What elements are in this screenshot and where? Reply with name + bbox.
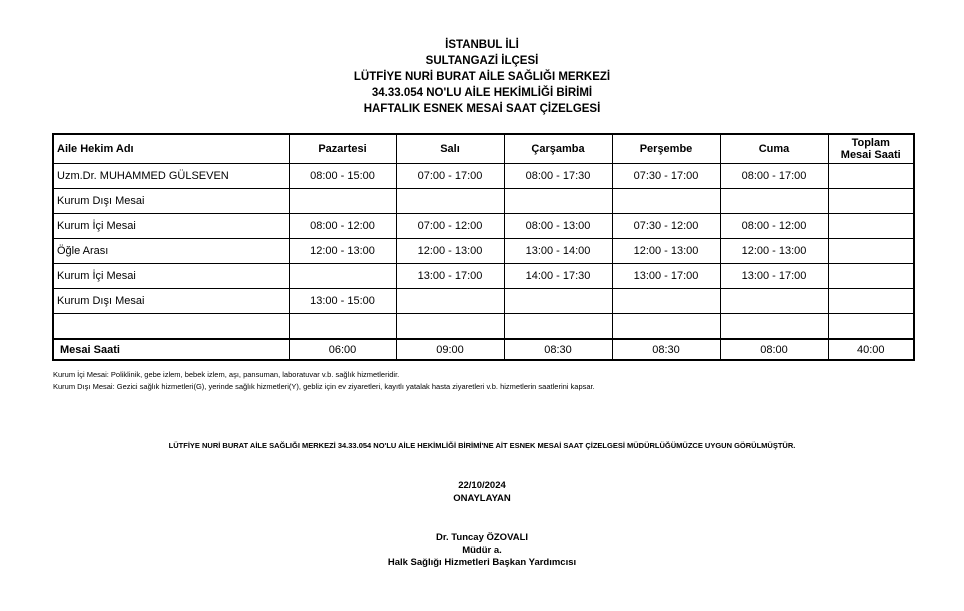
schedule-cell [828,289,914,314]
schedule-cell [396,189,504,214]
table-row [53,264,914,289]
schedule-cell [720,289,828,314]
schedule-cell: 12:00 - 13:00 [720,239,828,264]
total-row [53,339,914,360]
table-row [53,239,914,264]
schedule-cell [828,214,914,239]
schedule-cell [612,289,720,314]
header-health-center: LÜTFİYE NURİ BURAT AİLE SAĞLIĞI MERKEZİ [353,71,611,83]
schedule-cell: 08:00 - 17:30 [504,164,612,189]
note-internal-hours: Kurum İçi Mesai: Poliklinik, gebe izlem, bebek izlem, aşı, pansuman, laboratuvar v.b. sağlık hizmetleridir. [53,370,400,379]
approver-label: ONAYLAYAN [453,492,511,504]
row-label: Kurum Dışı Mesai [53,289,289,314]
total-cell: 08:30 [612,339,720,360]
schedule-cell: 07:30 - 12:00 [612,214,720,239]
header-friday: Cuma [720,134,828,164]
header-total [828,134,914,164]
row-label: Kurum Dışı Mesai [53,189,289,214]
approval-block [0,480,964,505]
table-row [53,214,914,239]
row-label: Öğle Arası [53,239,289,264]
schedule-cell: 07:30 - 17:00 [612,164,720,189]
row-label [53,314,289,340]
schedule-cell [504,314,612,340]
document-header [0,37,964,117]
schedule-cell [289,264,396,289]
schedule-cell: 13:00 - 17:00 [720,264,828,289]
header-tuesday: Salı [396,134,504,164]
table-row [53,289,914,314]
schedule-cell [504,289,612,314]
signatory-name: Dr. Tuncay ÖZOVALI [435,532,529,543]
row-label: Kurum İçi Mesai [53,264,289,289]
header-physician-name: Aile Hekim Adı [53,134,289,164]
schedule-cell: 12:00 - 13:00 [289,239,396,264]
schedule-cell [828,189,914,214]
schedule-cell: 07:00 - 12:00 [396,214,504,239]
total-cell: 08:00 [720,339,828,360]
table-row [53,314,914,340]
schedule-cell: 08:00 - 15:00 [289,164,396,189]
table-header-row [53,134,914,164]
schedule-cell [720,314,828,340]
total-label: Mesai Saati [53,339,289,360]
schedule-cell [504,189,612,214]
schedule-cell: 08:00 - 17:00 [720,164,828,189]
schedule-cell [720,189,828,214]
schedule-cell [612,189,720,214]
schedule-cell: 07:00 - 17:00 [396,164,504,189]
total-cell: 08:30 [504,339,612,360]
schedule-cell [612,314,720,340]
schedule-cell: 13:00 - 15:00 [289,289,396,314]
schedule-cell: 13:00 - 17:00 [396,264,504,289]
header-total-line2: Mesai Saati [840,149,901,161]
schedule-table [52,133,915,361]
row-label: Uzm.Dr. MUHAMMED GÜLSEVEN [53,164,289,189]
schedule-cell: 08:00 - 12:00 [720,214,828,239]
schedule-cell [828,164,914,189]
schedule-cell [828,264,914,289]
row-label: Kurum İçi Mesai [53,214,289,239]
schedule-cell: 13:00 - 14:00 [504,239,612,264]
header-district: SULTANGAZİ İLÇESİ [425,55,539,67]
schedule-cell [289,189,396,214]
header-title: HAFTALIK ESNEK MESAİ SAAT ÇİZELGESİ [363,103,601,115]
notes-section [53,369,595,392]
schedule-cell: 14:00 - 17:30 [504,264,612,289]
header-wednesday: Çarşamba [504,134,612,164]
signatory-title: Halk Sağlığı Hizmetleri Başkan Yardımcısı [387,557,577,568]
total-cell: 06:00 [289,339,396,360]
table-row [53,189,914,214]
header-thursday: Perşembe [612,134,720,164]
schedule-cell: 08:00 - 12:00 [289,214,396,239]
schedule-cell: 12:00 - 13:00 [612,239,720,264]
note-external-hours: Kurum Dışı Mesai: Gezici sağlık hizmetleri(G), yerinde sağlık hizmetleri(Y), gebliz için ev ziyaretleri, kayıtlı yatalak hasta ziyaretleri v.b. hizmetlerin saatlerini kapsar. [53,381,595,391]
schedule-cell [828,239,914,264]
schedule-cell [828,314,914,340]
schedule-cell: 12:00 - 13:00 [396,239,504,264]
table-row [53,164,914,189]
approval-date: 22/10/2024 [458,480,506,491]
signature-block [0,532,964,570]
header-province: İSTANBUL İLİ [445,39,519,51]
schedule-cell: 08:00 - 13:00 [504,214,612,239]
header-total-line1: Toplam [851,137,890,149]
signatory-role: Müdür a. [462,544,502,556]
schedule-cell [396,289,504,314]
header-monday: Pazartesi [289,134,396,164]
approval-statement: LÜTFİYE NURİ BURAT AİLE SAĞLIĞI MERKEZİ 34.33.054 NO'LU AİLE HEKİMLİĞİ BİRİMİ'NE AİT ESNEK MESAİ SAAT ÇİZELGESİ MÜDÜRLÜĞÜMÜZCE UYGUN GÖRÜLMÜŞTÜR. [168,441,796,450]
total-cell-week: 40:00 [828,339,914,360]
schedule-cell [396,314,504,340]
total-cell: 09:00 [396,339,504,360]
schedule-cell [289,314,396,340]
header-unit: 34.33.054 NO'LU AİLE HEKİMLİĞİ BİRİMİ [371,87,593,99]
schedule-cell: 13:00 - 17:00 [612,264,720,289]
